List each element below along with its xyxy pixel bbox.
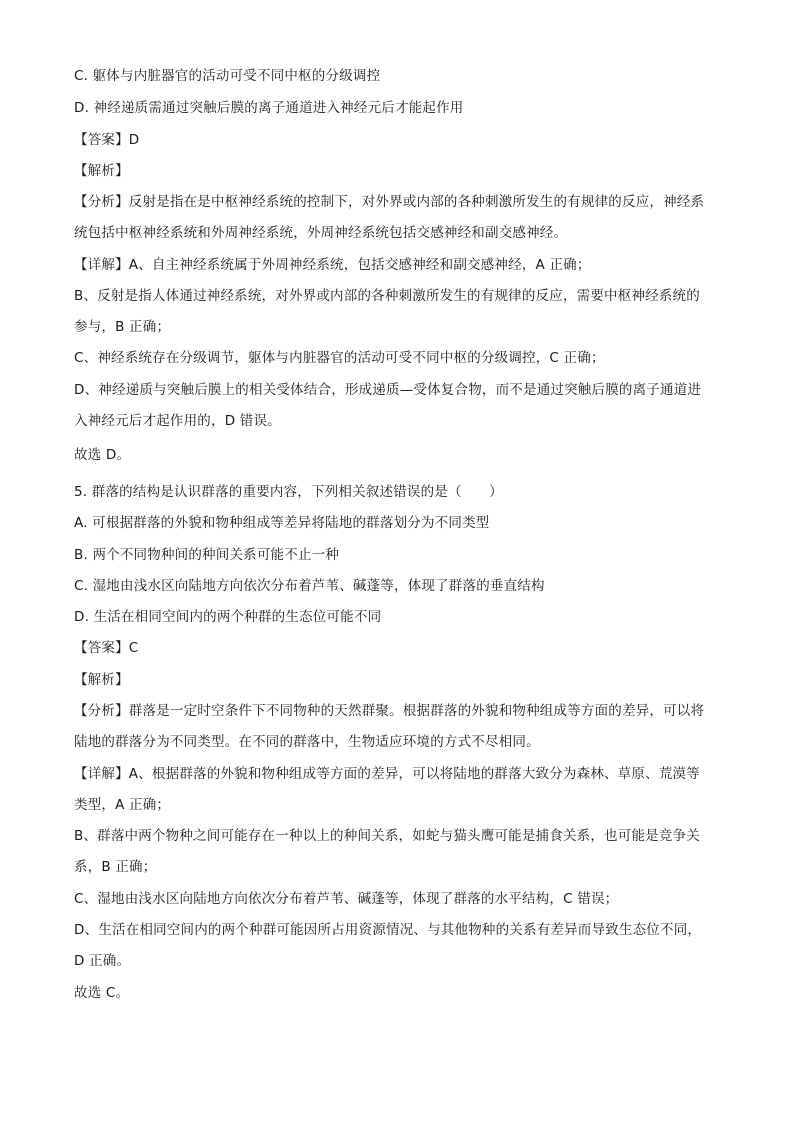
q4-conclusion: 故选 D。 — [74, 447, 131, 463]
q4-explain-d-line-2: 入神经元后才起作用的，D 错误。 — [74, 413, 281, 429]
q4-explain-b-line-2: 参与，B 正确； — [74, 319, 171, 335]
q4-option-d: D. 神经递质需通过突触后膜的离子通道进入神经元后才能起作用 — [74, 100, 464, 116]
q5-explain-c: C、湿地由浅水区向陆地方向依次分布着芦苇、碱蓬等，体现了群落的水平结构，C 错误； — [74, 891, 619, 907]
q4-fenxi-line-1: 【分析】反射是指在是中枢神经系统的控制下，对外界或内部的各种刺激所发生的有规律的反应，神经系 — [74, 194, 705, 210]
q4-option-c: C. 躯体与内脏器官的活动可受不同中枢的分级调控 — [74, 68, 381, 84]
q5-conclusion: 故选 C。 — [74, 985, 130, 1001]
q4-explain-c: C、神经系统存在分级调节，躯体与内脏器官的活动可受不同中枢的分级调控，C 正确； — [74, 350, 605, 366]
q5-option-b: B. 两个不同物种间的种间关系可能不止一种 — [74, 547, 340, 563]
q5-stem: 5. 群落的结构是认识群落的重要内容，下列相关叙述错误的是（ ） — [74, 484, 503, 500]
q5-option-c: C. 湿地由浅水区向陆地方向依次分布着芦苇、碱蓬等，体现了群落的垂直结构 — [74, 578, 545, 594]
q5-explain-b-line-1: B、群落中两个物种之间可能存在一种以上的种间关系，如蛇与猫头鹰可能是捕食关系，也可能是竞争关 — [74, 828, 700, 844]
q5-explain-d-line-2: D 正确。 — [74, 953, 131, 969]
q4-xiangjie-line-1: 【详解】A、自主神经系统属于外周神经系统，包括交感神经和副交感神经，A 正确； — [74, 257, 591, 273]
q4-explain-d-line-1: D、神经递质与突触后膜上的相关受体结合，形成递质—受体复合物，而不是通过突触后膜的离子通道进 — [74, 382, 702, 398]
q4-fenxi-line-2: 统包括中枢神经系统和外周神经系统，外周神经系统包括交感神经和副交感神经。 — [74, 225, 568, 241]
q5-explain-d-line-1: D、生活在相同空间内的两个种群可能因所占用资源情况、与其他物种的关系有差异而导致生态位不同， — [74, 922, 702, 938]
q5-explain-b-line-2: 系，B 正确； — [74, 859, 157, 875]
q5-analysis-heading: 【解析】 — [74, 672, 129, 688]
q5-fenxi-line-1: 【分析】群落是一定时空条件下不同物种的天然群聚。根据群落的外貌和物种组成等方面的差异，可以将 — [74, 703, 705, 719]
q4-analysis-heading: 【解析】 — [74, 163, 129, 179]
q5-fenxi-line-2: 陆地的群落分为不同类型。在不同的群落中，生物适应环境的方式不尽相同。 — [74, 734, 540, 750]
q4-answer: 【答案】D — [74, 132, 140, 148]
q5-answer: 【答案】C — [74, 640, 139, 656]
q5-option-d: D. 生活在相同空间内的两个种群的生态位可能不同 — [74, 609, 382, 625]
q4-explain-b-line-1: B、反射是指人体通过神经系统，对外界或内部的各种刺激所发生的有规律的反应，需要中枢神经系统的 — [74, 288, 700, 304]
q5-xiangjie-line-1: 【详解】A、根据群落的外貌和物种组成等方面的差异，可以将陆地的群落大致分为森林、草原、荒漠等 — [74, 766, 700, 782]
q5-option-a: A. 可根据群落的外貌和物种组成等差异将陆地的群落划分为不同类型 — [74, 515, 490, 531]
q5-xiangjie-line-2: 类型，A 正确； — [74, 797, 171, 813]
